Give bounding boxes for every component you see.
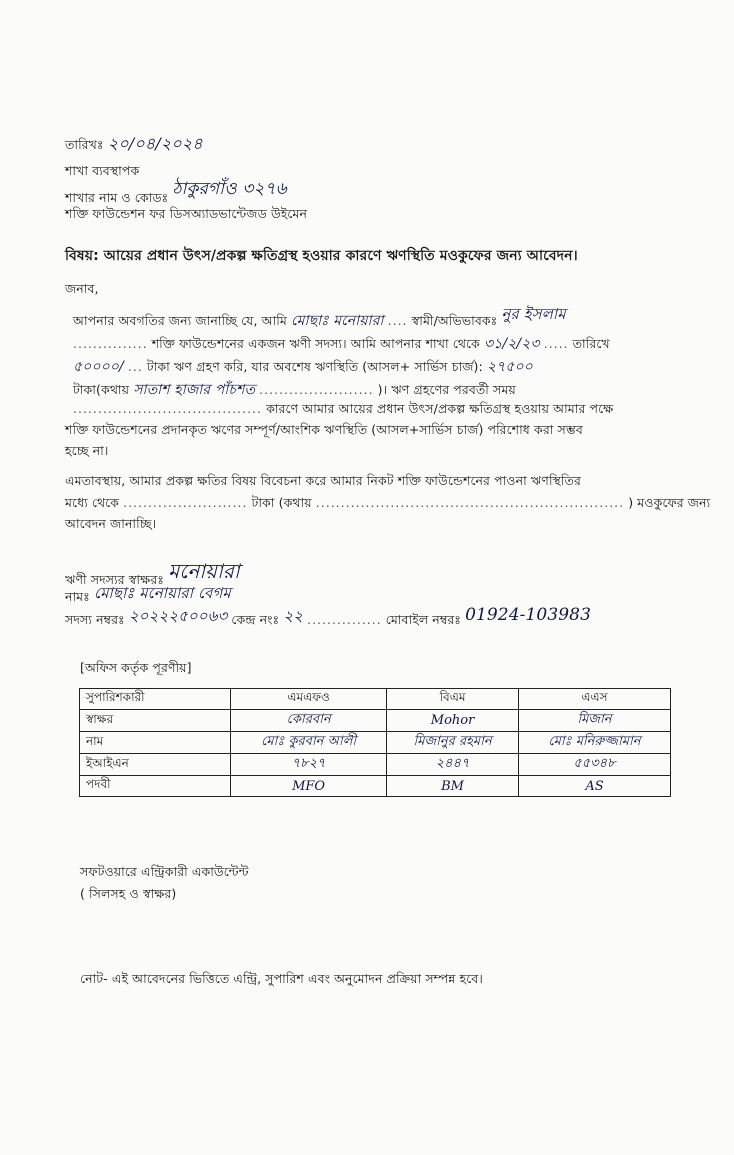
body-text: তারিখে bbox=[572, 336, 610, 351]
body-line-10: আবেদন জানাচ্ছি। bbox=[65, 516, 157, 531]
subject: বিষয়: আয়ের প্রধান উৎস/প্রকল্প ক্ষতিগ্রস্থ হওয়ার কারণে ঋণস্থিতি মওকুফের জন্য আবেদন। bbox=[65, 248, 578, 264]
accountant-title: সফটওয়ারে এন্ট্রিকারী একাউন্টেন্ট bbox=[80, 864, 249, 879]
table-row bbox=[80, 732, 671, 754]
body-text: কারণে আমার আয়ের প্রধান উৎস/প্রকল্প ক্ষতিগ্রস্থ হওয়ায় আমার পক্ষে bbox=[266, 401, 614, 416]
table-cell: মিজান bbox=[518, 710, 670, 732]
body-text: টাকা (কথায় bbox=[251, 495, 312, 510]
body-line-2 bbox=[73, 332, 610, 356]
balance-handwritten: ২৭৫০০ bbox=[486, 359, 533, 375]
body-text: মধ্যে থেকে bbox=[65, 495, 120, 510]
table-cell: Mohor bbox=[387, 710, 519, 732]
table-cell: মোঃ মনিরুজ্জামান bbox=[518, 732, 670, 754]
member-no-value: ২০২২২৫০০৬৩ bbox=[128, 607, 228, 625]
blank-line: .............................................................. bbox=[315, 495, 625, 510]
row-label: ইআইএন bbox=[80, 754, 231, 776]
body-text: টাকা(কথায় bbox=[73, 382, 130, 397]
loan-date-handwritten: ৩১/২/২৩ bbox=[484, 336, 540, 352]
date-label: তারিখঃ bbox=[65, 137, 104, 152]
table-cell: মোঃ কুরবান আলী bbox=[231, 732, 387, 754]
member-number-line bbox=[65, 605, 591, 633]
accountant-seal-signature: ( সিলসহ ও স্বাক্ষর) bbox=[80, 886, 177, 901]
body-text: আপনার অবগতির জন্য জানাচ্ছি যে, আমি bbox=[73, 313, 287, 328]
guardian-name-handwritten: নুর ইসলাম bbox=[501, 305, 566, 323]
table-header: এএস bbox=[518, 689, 670, 710]
date-value: ২০/০৪/২০২৪ bbox=[107, 134, 203, 153]
table-header: এমএফও bbox=[231, 689, 387, 710]
member-name-value: মোছাঃ মনোয়ারা বেগম bbox=[93, 584, 231, 602]
table-cell: MFO bbox=[231, 776, 387, 797]
table-cell: কোরবান bbox=[231, 710, 387, 732]
body-text: )। ঋণ গ্রহণের পরবর্তী সময় bbox=[377, 382, 516, 397]
name-label: নামঃ bbox=[65, 589, 90, 604]
body-line-6: শক্তি ফাউন্ডেশনের প্রদানকৃত ঋণের সম্পূর্ণ/আংশিক ঋণস্থিতি (আসল+সার্ভিস চার্জ) পরিশোধ করা সম্ভব bbox=[65, 422, 583, 437]
body-line-3 bbox=[73, 355, 533, 379]
body-text: ) মওকুফের জন্য bbox=[628, 495, 711, 510]
body-line-1 bbox=[73, 305, 566, 334]
table-cell: ৫৫৩৪৮ bbox=[518, 754, 670, 776]
body-line-8: এমতাবস্থায়, আমার প্রকল্প ক্ষতির বিষয় বিবেচনা করে আমার নিকট শক্তি ফাউন্ডেশনের পাওনা ঋণস্থিতির bbox=[65, 473, 581, 488]
loan-amount-handwritten: ৫০০০০/ bbox=[73, 359, 124, 375]
footnote: নোট- এই আবেদনের ভিত্তিতে এন্ট্রি, সুপারিশ এবং অনুমোদন প্রক্রিয়া সম্পন্ন হবে। bbox=[80, 971, 483, 986]
row-label: নাম bbox=[80, 732, 231, 754]
table-cell: ২৪৪৭ bbox=[387, 754, 519, 776]
branch-name-code-label: শাখার নাম ও কোডঃ bbox=[65, 190, 169, 205]
table-row bbox=[80, 754, 671, 776]
blank-line: ....................... bbox=[259, 382, 374, 397]
body-line-9 bbox=[65, 495, 710, 515]
branch-manager: শাখা ব্যবস্থাপক bbox=[65, 163, 140, 178]
office-note: [অফিস কর্তৃক পূরণীয়] bbox=[80, 660, 192, 675]
mobile-value: 01924-103983 bbox=[465, 605, 591, 625]
table-cell: ৭৮২৭ bbox=[231, 754, 387, 776]
blank-line: ............... bbox=[73, 336, 148, 351]
blank-line: ......................... bbox=[123, 495, 248, 510]
center-no-value: ২২ bbox=[283, 607, 304, 625]
body-line-5 bbox=[73, 401, 613, 421]
member-no-label: সদস্য নম্বরঃ bbox=[65, 612, 125, 627]
body-text: স্বামী/অভিভাবকঃ bbox=[411, 313, 498, 328]
table-cell: AS bbox=[518, 776, 670, 797]
member-name-handwritten: মোছাঃ মনোয়ারা bbox=[291, 313, 384, 329]
table-row bbox=[80, 776, 671, 797]
center-no-label: কেন্দ্র নংঃ bbox=[231, 612, 280, 627]
blank-line: ...................................... bbox=[73, 401, 262, 416]
table-header: বিএম bbox=[387, 689, 519, 710]
salutation: জনাব, bbox=[65, 281, 99, 296]
blank-line: ... bbox=[127, 359, 143, 374]
table-header-row bbox=[80, 689, 671, 710]
mobile-label: মোবাইল নম্বরঃ bbox=[385, 612, 461, 627]
recommendation-table bbox=[79, 688, 671, 797]
body-text: শক্তি ফাউন্ডেশনের একজন ঋণী সদস্য। আমি আপনার শাখা থেকে bbox=[151, 336, 480, 351]
signature-label: ঋণী সদস্যর স্বাক্ষরঃ bbox=[65, 572, 165, 587]
body-line-4 bbox=[73, 378, 516, 402]
table-header: সুপারিশকারী bbox=[80, 689, 231, 710]
date-line bbox=[65, 131, 203, 158]
blank-line: ............... bbox=[307, 612, 382, 627]
blank-line: ..... bbox=[543, 336, 569, 351]
row-label: পদবী bbox=[80, 776, 231, 797]
branch-name-code-value: ঠাকুরগাঁও ৩২৭৬ bbox=[172, 179, 287, 199]
org-name: শক্তি ফাউন্ডেশন ফর ডিসঅ্যাডভান্টেজড উইমেন bbox=[65, 206, 308, 221]
row-label: স্বাক্ষর bbox=[80, 710, 231, 732]
table-row bbox=[80, 710, 671, 732]
member-signature: মনোয়ারা bbox=[168, 559, 240, 583]
blank-line: .... bbox=[387, 313, 408, 328]
table-cell: BM bbox=[387, 776, 519, 797]
balance-in-words-handwritten: সাতাশ হাজার পাঁচশত bbox=[133, 382, 256, 398]
body-text: টাকা ঋণ গ্রহণ করি, যার অবশেষ ঋণস্থিতি (আসল+ সার্ভিস চার্জ): bbox=[146, 359, 483, 374]
body-line-7: হচ্ছে না। bbox=[65, 443, 109, 458]
table-cell: মিজানুর রহমান bbox=[387, 732, 519, 754]
